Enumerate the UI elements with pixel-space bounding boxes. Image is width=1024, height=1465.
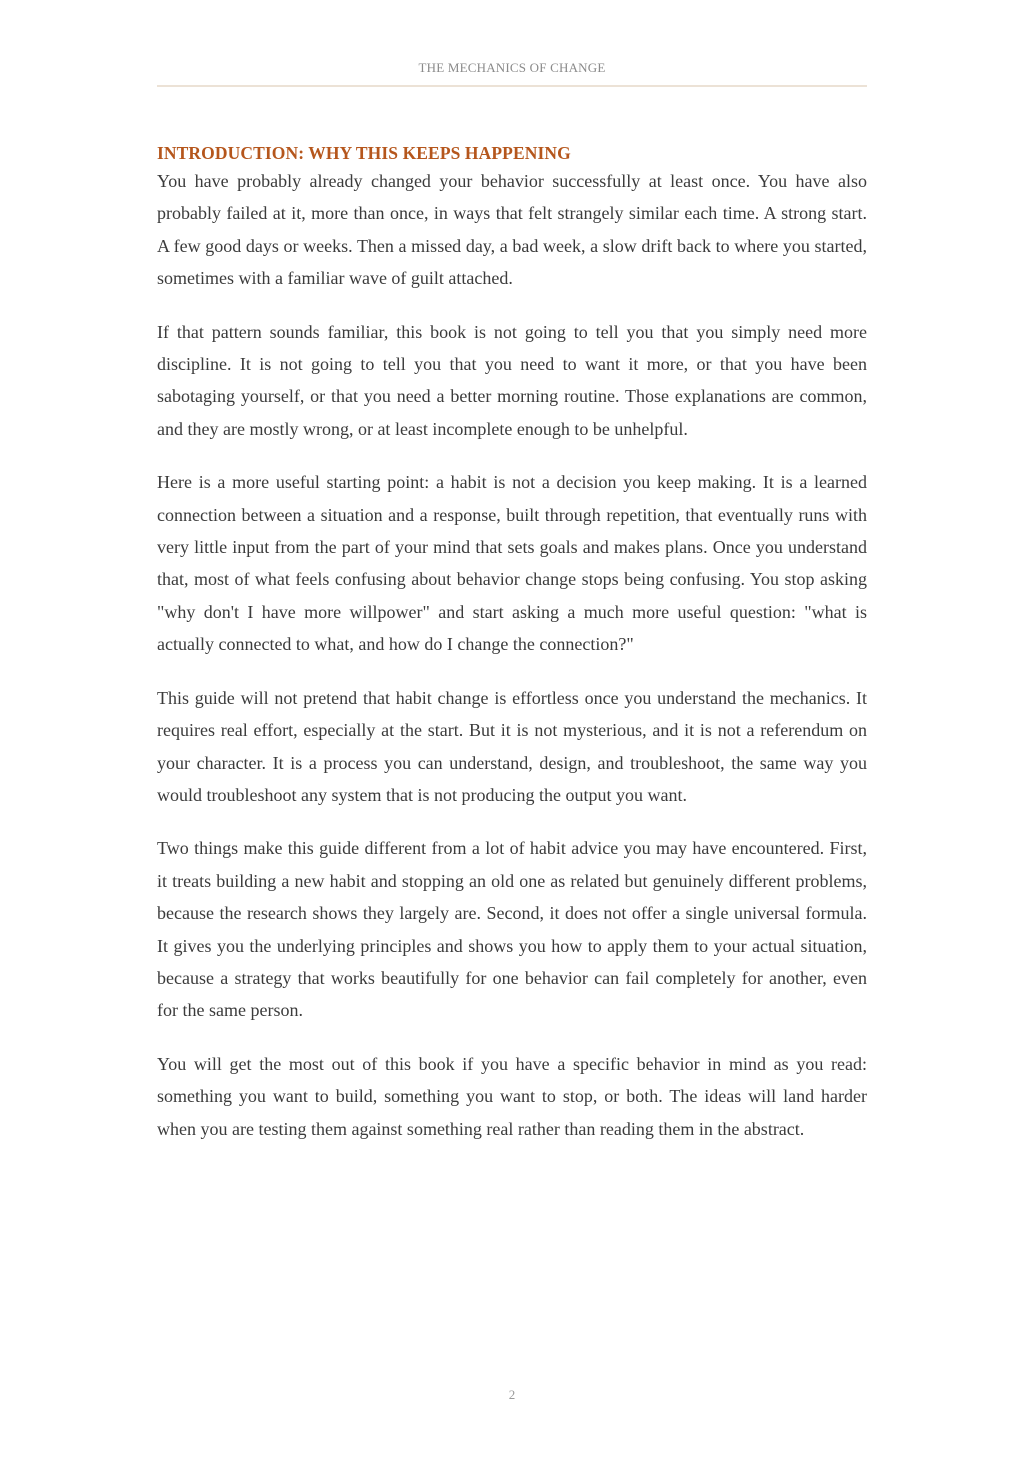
body-paragraph-3: Here is a more useful starting point: a habit is not a decision you keep making. It is a learned connection between a situation and a response, built through repetition, that eventually runs with very little input from the part of your mind that sets goals and makes plans. Once you understand that, most of what feels confusing about behavior change stops being confusing. You stop asking "why don't I have more willpower" and start asking a much more useful question: "what is actually connected to what, and how do I change the connection?" xyxy=(157,472,867,655)
body-paragraph-1: You have probably already changed your behavior successfully at least once. You have also probably failed at it, more than once, in ways that felt strangely similar each time. A strong start. A few good days or weeks. Then a missed day, a bad week, a slow drift back to where you started, sometimes with a familiar wave of guilt attached. xyxy=(157,171,867,289)
body-paragraph-4: This guide will not pretend that habit change is effortless once you understand the mechanics. It requires real effort, especially at the start. But it is not mysterious, and it is not a referendum on your character. It is a process you can understand, design, and troubleshoot, the same way you would troubleshoot any system that is not producing the output you want. xyxy=(157,687,867,805)
body-paragraph-2: If that pattern sounds familiar, this book is not going to tell you that you simply need more discipline. It is not going to tell you that you need to want it more, or that you have been sabotaging yourself, or that you need a better morning routine. Those explanations are common, and they are mostly wrong, or at least incomplete enough to be unhelpful. xyxy=(157,321,867,439)
body-paragraph-6: You will get the most out of this book if you have a specific behavior in mind as you read: something you want to build, something you want to stop, or both. The ideas will land harder when you are testing them against something real rather than reading them in the abstract. xyxy=(157,1053,867,1139)
page-number: 2 xyxy=(508,1387,516,1402)
page-content xyxy=(157,141,867,1166)
header-divider xyxy=(157,85,867,87)
running-header-title: THE MECHANICS OF CHANGE xyxy=(418,60,606,75)
body-paragraph-5: Two things make this guide different from a lot of habit advice you may have encountered. First, it treats building a new habit and stopping an old one as related but genuinely different problems, because the research shows they largely are. Second, it does not offer a single universal formula. It gives you the underlying principles and shows you how to apply them to your actual situation, because a strategy that works beautifully for one behavior can fail completely for another, even for the same person. xyxy=(157,838,867,1021)
section-heading: INTRODUCTION: WHY THIS KEEPS HAPPENING xyxy=(157,143,571,163)
